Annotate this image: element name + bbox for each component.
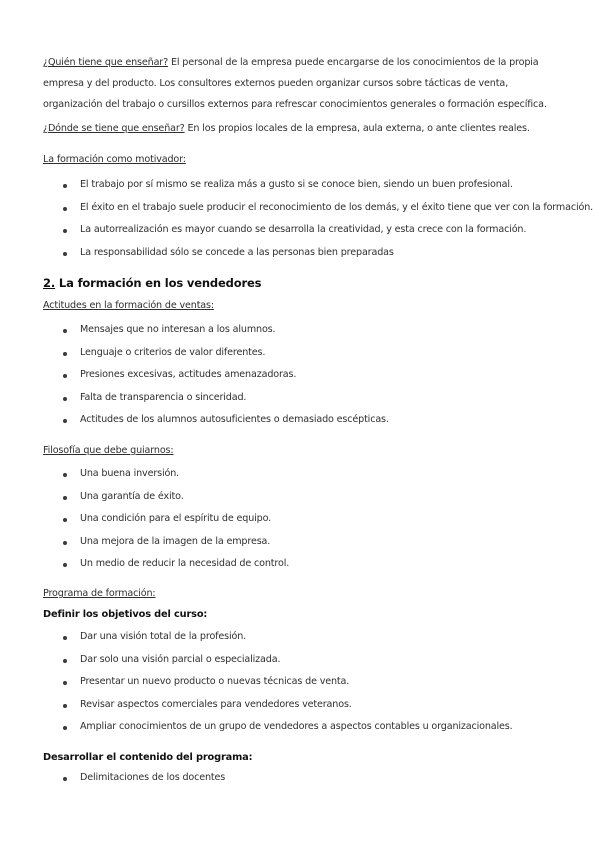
list-item: Dar solo una visión parcial o especializada. [0, 649, 600, 672]
list-item: Falta de transparencia o sinceridad. [0, 387, 600, 410]
list-item: Una garantía de éxito. [0, 486, 600, 509]
intro-paragraph-donde [43, 118, 565, 139]
list-item: Una buena inversión. [0, 463, 600, 486]
list-item: Mensajes que no interesan a los alumnos. [0, 319, 600, 342]
actitudes-list [0, 319, 600, 432]
list-item: Revisar aspectos comerciales para vendedores veteranos. [0, 694, 600, 717]
quien-answer: El personal de la empresa puede encargarse de los conocimientos de la propia empresa y del producto. Los consultores externos pueden organizar cursos sobre tácticas de venta, organización del trabajo o cursillos externos para refrescar conocimientos generales o formación específica. [43, 57, 547, 110]
quien-question: ¿Quién tiene que enseñar? [43, 57, 169, 68]
section-number: 2. [43, 276, 56, 290]
list-item: Presentar un nuevo producto o nuevas técnicas de venta. [0, 671, 600, 694]
list-item: Una condición para el espíritu de equipo. [0, 508, 600, 531]
filosofia-list [0, 463, 600, 576]
list-item: Dar una visión total de la profesión. [0, 626, 600, 649]
donde-answer: En los propios locales de la empresa, aula externa, o ante clientes reales. [184, 123, 530, 134]
list-item: Un medio de reducir la necesidad de control. [0, 553, 600, 576]
objetivos-list [0, 626, 600, 739]
list-item: Ampliar conocimientos de un grupo de vendedores a aspectos contables u organizacionales. [0, 716, 600, 739]
list-item: La responsabilidad sólo se concede a las personas bien preparadas [0, 242, 600, 265]
list-item: El trabajo por sí mismo se realiza más a gusto si se conoce bien, siendo un buen profesional. [0, 174, 600, 197]
contenido-title: Desarrollar el contenido del programa: [43, 752, 253, 763]
list-item: Lenguaje o criterios de valor diferentes. [0, 342, 600, 365]
programa-heading: Programa de formación: [43, 588, 156, 599]
contenido-list [0, 767, 600, 790]
objetivos-title: Definir los objetivos del curso: [43, 609, 208, 620]
actitudes-heading: Actitudes en la formación de ventas: [43, 300, 214, 311]
list-item: Actitudes de los alumnos autosuficientes o demasiado escépticas. [0, 409, 600, 432]
list-item: El éxito en el trabajo suele producir el reconocimiento de los demás, y el éxito tiene que ver con la formación. [0, 197, 600, 220]
filosofia-heading: Filosofía que debe guiarnos: [43, 445, 174, 456]
section-title-text: La formación en los vendedores [55, 276, 262, 290]
list-item: Presiones excesivas, actitudes amenazadoras. [0, 364, 600, 387]
motivador-heading: La formación como motivador: [43, 154, 186, 165]
list-item: La autorrealización es mayor cuando se desarrolla la creatividad, y esta crece con la formación. [0, 219, 600, 242]
donde-question: ¿Dónde se tiene que enseñar? [43, 123, 185, 134]
motivador-list [0, 174, 600, 264]
intro-paragraph-quien [43, 52, 565, 115]
list-item: Una mejora de la imagen de la empresa. [0, 531, 600, 554]
list-item: Delimitaciones de los docentes [0, 767, 600, 790]
section-2-title [43, 276, 261, 290]
